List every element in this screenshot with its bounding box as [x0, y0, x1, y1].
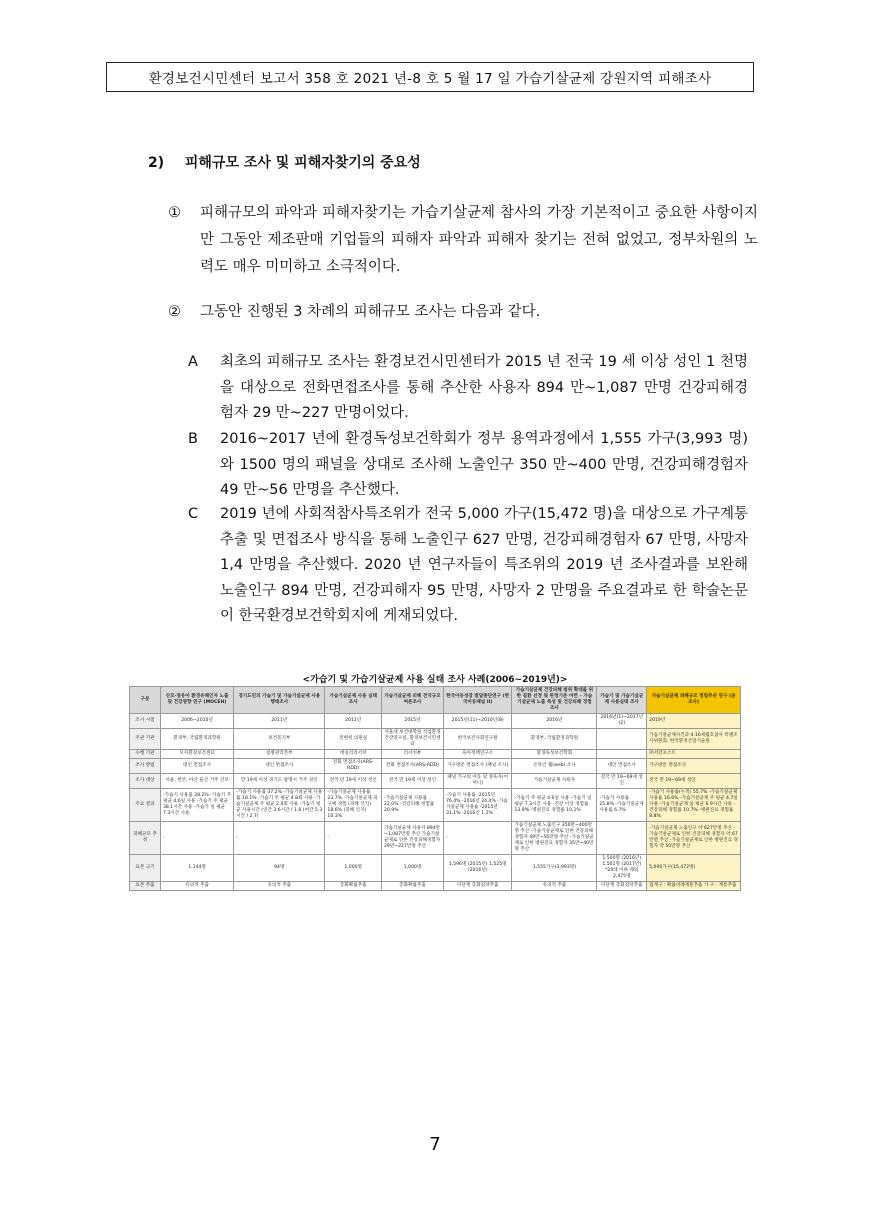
- table-cell: 2015년(11)~2016년(8): [443, 714, 512, 729]
- table-header-row: [130, 687, 741, 714]
- subitem-a-text: 최초의 피해규모 조사는 환경보건시민센터가 2015 년 전국 19 세 이상 성인 1 천명을 대상으로 전화면접조사를 통해 추산한 사용자 894 만~1,087 만명 건강피해경험자 29 만~227 만명이었다.: [220, 354, 748, 421]
- table-cell: 2016년: [512, 714, 597, 729]
- section-title: 피해규모 조사 및 피해자찾기의 중요성: [184, 155, 421, 171]
- table-row-label: 수행 기관: [130, 750, 161, 759]
- table-cell: 가구방문 면접조사 (패널 조사): [443, 759, 512, 774]
- table-cell: 환경부, 국립환경과학원: [512, 729, 597, 750]
- item-1-text: 피해규모의 파악과 피해자찾기는 가습기살균제 참사의 가장 기본적이고 중요한 사항이지만 그동안 제조판매 기업들의 피해자 파악과 피해자 찾기는 전혀 없었고, 정부차원의 노력도 매우 미미하고 소극적이다.: [200, 205, 758, 275]
- item-2-marker: ②: [168, 304, 181, 320]
- table-row: [130, 855, 741, 882]
- subitem-a: [188, 350, 748, 427]
- table-row-label: 표본 추출: [130, 882, 161, 891]
- table-row: [130, 789, 741, 822]
- subitem-c-marker: C: [188, 506, 199, 522]
- table-row: [130, 759, 741, 774]
- table-cell: [597, 822, 647, 855]
- table-header-cell-highlight: 가습기살균제 피해규모 정밀추산 연구 (본 조사): [647, 687, 741, 714]
- table-row-label: 조사 시점: [130, 714, 161, 729]
- table-cell: -: [234, 822, 325, 855]
- table-cell: 보건복지부: [234, 729, 325, 750]
- table-cell: 2019년: [647, 714, 741, 729]
- table-row-label: 피해규모 추정: [130, 822, 161, 855]
- item-1: [168, 200, 758, 281]
- section-number: 2): [148, 155, 165, 171]
- table-cell: 전화 면접조사(ARS-RDD): [382, 759, 444, 774]
- table-cell: 층화확률추출: [325, 882, 382, 891]
- table-cell: -가습기 사용률 28.2% -가습기 주 평균 4.6일 사용 -가습기 주 평균 38.1시간 사용 -가습기 일 평균 7.3시간 사용: [161, 789, 234, 822]
- table-cell: 전현희 의원실: [325, 729, 382, 750]
- table-cell: ㈜서던포스트: [647, 750, 741, 759]
- table-cell: -가습기 사용률 -2015년 76.4% -2016년 24.4% -가습기살균제 사용률 -2015년 31.1% -2016년 1.2%: [443, 789, 512, 822]
- table-cell: 데일리리서치: [325, 750, 382, 759]
- table-row: [130, 774, 741, 789]
- subitem-b-text: 2016~2017 년에 환경독성보건학회가 정부 용역과정에서 1,555 가구(3,993 명)와 1500 명의 패널을 상대로 조사해 노출인구 350 만~400 만명, 건강피해경험자 49 만~56 만명을 추산했다.: [220, 431, 748, 498]
- table-cell: 한국보건사회연구원: [443, 729, 512, 750]
- table-cell: 전국 만 19~69세 성인: [647, 774, 741, 789]
- table-header-cell: 산모·영유아 환경유해인자 노출 및 건강영향 연구 (MOCEH): [161, 687, 234, 714]
- table-cell: 2011년: [325, 714, 382, 729]
- section-heading: [148, 152, 421, 172]
- table-row-label: 조사 방법: [130, 759, 161, 774]
- table-header-cell: 가습기 및 가습기살균제 사용실태 조사: [597, 687, 647, 714]
- table-cell: 환경독성보건학회: [512, 750, 597, 759]
- table-row: [130, 729, 741, 750]
- table-cell: 대인 면접조사: [597, 759, 647, 774]
- table-header-cell: 가습기살균제 건강피해 범위 확대를 위한 질환 선정 및 판정기준 마련 – 가습기살균제 노출 특성 및 건강피해 경험 조사: [512, 687, 597, 714]
- subitem-c: [188, 502, 748, 630]
- table-cell: 2006~2010년: [161, 714, 234, 729]
- table-cell: 1,596명 (2015년) 1,525명 (2016년): [443, 855, 512, 882]
- table-cell: 1,555가구(3,993명): [512, 855, 597, 882]
- table-cell: 질병관리본부: [234, 750, 325, 759]
- table-header-cell: 가습기살균제 사용 실태조사: [325, 687, 382, 714]
- table-cell: 패널 가구의 아동 및 양육자(어머니): [443, 774, 512, 789]
- table-header-cell: 구분: [130, 687, 161, 714]
- table-cell: 다단계 층화집락추출: [597, 882, 647, 891]
- subitem-b: [188, 427, 748, 504]
- survey-table: [129, 686, 741, 891]
- table-cell: -가습기 사용률 37.2% -가습기살균제 사용률 18.1% -가습기 주 평균 4.8회 사용 -가습기살균제 주 평균 2.4회 사용 -가습기 평균 사용시간 (연간 3.6시간 / 1.8 (여간 5.3시간 / 2.7): [234, 789, 325, 822]
- table-cell: [597, 750, 647, 759]
- table-row: [130, 822, 741, 855]
- table-cell: 전국 만 19세 이상 성인: [382, 774, 444, 789]
- table-cell: 대인 면접조사: [161, 759, 234, 774]
- table-cell: 2016년(1)~2017년(2): [597, 714, 647, 729]
- table-cell: 1,500명 (2016년) 1,501명 (2017년) *20대 이하 제외 2,475명: [597, 855, 647, 882]
- table-cell: 전국 만 19~69세 성인: [597, 774, 647, 789]
- table-cell: 1,144명: [161, 855, 234, 882]
- subitem-a-marker: A: [188, 354, 198, 370]
- table-cell: 가습기살균제 사용자 894만~1,087만명 추산 가습기살균제로 인한 건강피해경험자 29만~227만명 추산: [382, 822, 444, 855]
- table-cell: 환경부, 국립환경과학원: [161, 729, 234, 750]
- table-cell: 가습기살균제 노출인구 350만~400만명 추산 -가습기살균제로 인한 건강피해 경험자 49만~56만명 추산 -가습기살균제로 인한 병원진료 경험자 35만~40만명 추산: [512, 822, 597, 855]
- subitem-b-marker: B: [188, 431, 198, 447]
- table-cell: 유의적 추출: [234, 882, 325, 891]
- table-row-label: 주요 결과: [130, 789, 161, 822]
- table-cell: 1,000명: [382, 855, 444, 882]
- item-2: [168, 299, 758, 326]
- page-number: 7: [429, 1134, 441, 1155]
- table-cell: 온라인 웹(web) 조사: [512, 759, 597, 774]
- table-title: <가습기 및 가습기살균제 사용 실태 조사 사례(2006~2019년)>: [302, 675, 568, 685]
- table-cell: 서울, 천안, 아산 울산 거주 산모: [161, 774, 234, 789]
- table-row: [130, 714, 741, 729]
- table-cell: 육아정책연구소: [443, 750, 512, 759]
- table-row-label: 표본 크기: [130, 855, 161, 882]
- table-cell: -가습기살균제 사용률 23.7% -가습기살균제 피구매 경험 (피해 인지) 18.6% (피해 인지) 10.3%: [325, 789, 382, 822]
- table-cell: -가습기 사용률 25.8% -가습기살균제 사용률 6.7%: [597, 789, 647, 822]
- table-cell: 유의적 추출: [161, 882, 234, 891]
- table-row: [130, 750, 741, 759]
- table-cell: 대인 면접조사: [234, 759, 325, 774]
- table-cell: 전국 만 19세 이상 성인: [325, 774, 382, 789]
- table-cell: 다단계 층화집락추출: [443, 882, 512, 891]
- table-cell: 가습기살균제사건과 4·16세월호참사 특별조사위원회, 한국환경산업기술원: [647, 729, 741, 750]
- table-cell: 2015년: [382, 714, 444, 729]
- table-cell: 5,000가구(15,472명): [647, 855, 741, 882]
- table-header-cell: 경기도민의 가습기 및 가습기살균제 사용행태조사: [234, 687, 325, 714]
- report-header: 환경보건시민센터 보고서 358 호 2021 년-8 호 5 월 17 일 가습기살균제 강원지역 피해조사: [106, 62, 754, 92]
- table-row: [130, 882, 741, 891]
- table-cell: 전화 면접조사(ARS-RDD): [325, 759, 382, 774]
- subitem-c-text: 2019 년에 사회적참사특조위가 전국 5,000 가구(15,472 명)을 대상으로 가구계통추출 및 면접조사 방식을 통해 노출인구 627 만명, 건강피해경험자 67 만명, 사망자 1,4 만명을 추산했다. 2020 년 연구자들이 특조위의 2019 년 조사결과를 보완해 노출인구 894 만명, 건강피해자 95 만명, 사망자 2 만명을 주요결과로 한 학술논문이 한국환경보건학회지에 게재되었다.: [220, 506, 748, 624]
- table-cell: 1,000명: [325, 855, 382, 882]
- table-cell: 모자환경보건센터: [161, 750, 234, 759]
- table-cell: -: [161, 822, 234, 855]
- table-cell: -가습기 사용률(누적) 55.7% -가습기살균제 사용률 16.6% -가습기살균제 주 평균 4.7일 사용 -가습기살균제 일 평균 6.9시간 사용 -건강피해 경험률 10.7% -병원진료 경험률 8.8%: [647, 789, 741, 822]
- table-cell: 가구방문 면접조사: [647, 759, 741, 774]
- table-header-cell: 한국아동성장 발달종단연구 (한국아동패널 II): [443, 687, 512, 714]
- table-cell: -가습기살균제 노출인구 약 627만명 추산 -가습기살균제로 인한 건강피해 경험자 약 67만명 추산 -가습기살균제로 인한 병원진료 경험자 약 50만명 추산: [647, 822, 741, 855]
- table-row-label: 조사 대상: [130, 774, 161, 789]
- table-cell: 리서치뷰: [382, 750, 444, 759]
- table-cell: -: [325, 822, 382, 855]
- table-cell: -가습기 주 평균 4.6일 사용 -가습기 일 평균 7.3시간 사용 -건강 이상 경험률 13.9% -병원진료 경험률 10.1%: [512, 789, 597, 822]
- table-cell: -: [443, 822, 512, 855]
- table-cell: 94명: [234, 855, 325, 882]
- table-cell: 만 19세 이상 경기도 광명시 거주 성인: [234, 774, 325, 789]
- table-cell: 서울대 보건대학원 직업환경건강연구실, 환경보건시민센터: [382, 729, 444, 750]
- table-cell: 2011년: [234, 714, 325, 729]
- item-2-text: 그동안 진행된 3 차례의 피해규모 조사는 다음과 같다.: [200, 304, 541, 320]
- table-cell: -가습기살균제 사용률 22.0% -건강피해 경험률 20.9%: [382, 789, 444, 822]
- table-row-label: 주관 기관: [130, 729, 161, 750]
- table-cell: [597, 729, 647, 750]
- item-1-marker: ①: [168, 205, 181, 221]
- table-header-cell: 가습기살균제 피해 전국규모 여론조사: [382, 687, 444, 714]
- table-cell: 집계구 : 확률비례계통추출 가 구 : 계통추출: [647, 882, 741, 891]
- table-cell: 가습기살균제 사용자: [512, 774, 597, 789]
- table-cell: 유의적 추출: [512, 882, 597, 891]
- table-cell: 층화확률추출: [382, 882, 444, 891]
